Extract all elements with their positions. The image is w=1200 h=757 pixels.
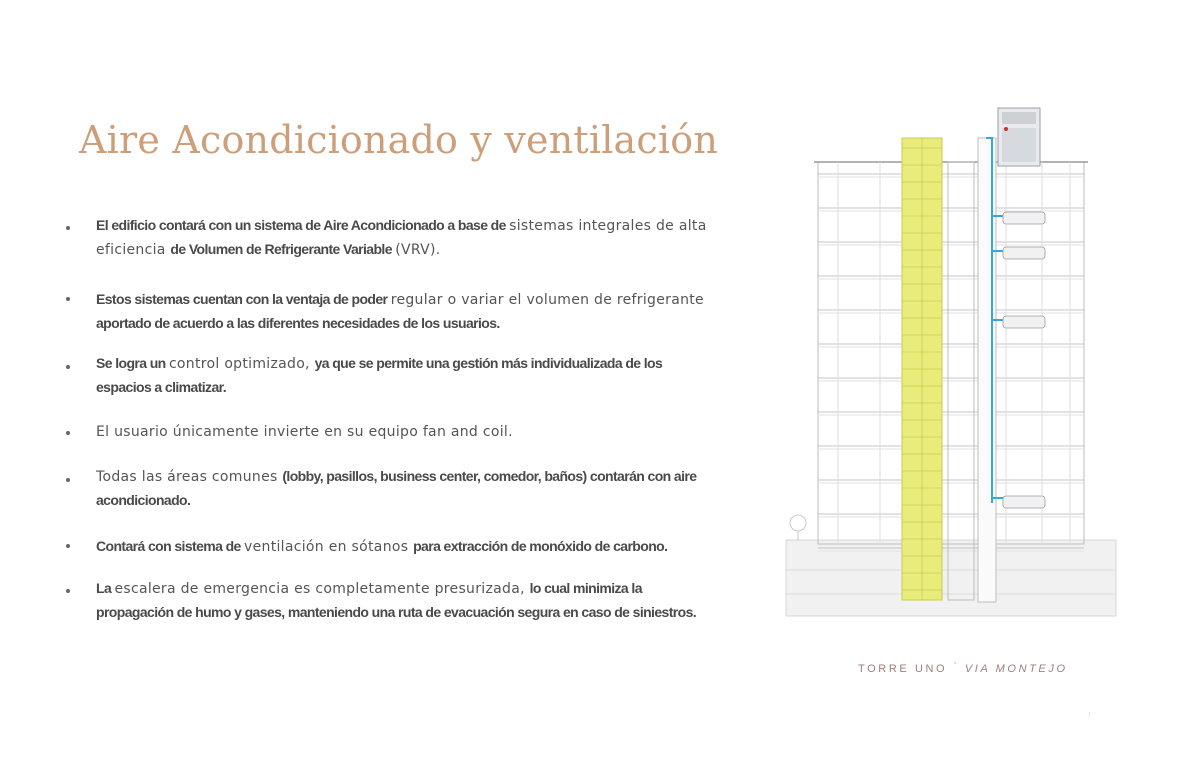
bullet-segment: Contará con sistema de xyxy=(96,538,245,554)
footer-development: VIA MONTEJO xyxy=(964,663,1068,675)
bullet-dot-icon xyxy=(66,478,70,482)
bullet-text xyxy=(96,214,716,262)
bullet-segment: para extracción de monóxido de carbono. xyxy=(413,538,668,554)
bullet-text xyxy=(96,421,716,444)
building-section-diagram xyxy=(780,100,1120,620)
bullet-segment: Todas las áreas comunes xyxy=(96,469,283,485)
bullet-segment: ventilación en sótanos xyxy=(244,539,414,555)
bullet-segment: El edificio contará con un sistema de Aire Acondicionado a base de xyxy=(96,217,510,233)
footer-separator: · xyxy=(953,657,957,669)
floor-slabs xyxy=(818,174,1084,551)
bullet-segment: regular o variar el volumen de refrigerante xyxy=(390,292,704,308)
bullet-segment: Estos sistemas cuentan con la ventaja de poder xyxy=(96,291,391,307)
vrv-condenser-unit xyxy=(998,108,1040,166)
fan-coil-unit xyxy=(1003,316,1045,328)
bullet-segment: El usuario únicamente invierte en su equipo fan and coil. xyxy=(96,424,513,440)
fan-coil-unit xyxy=(1003,212,1045,224)
bullet-dot-icon xyxy=(66,365,70,369)
bullet-dot-icon xyxy=(66,431,70,435)
bullet-segment: ya que se permite una gestión más individualizada de los espacios a climatizar. xyxy=(96,355,663,395)
bullet-dot-icon xyxy=(66,589,70,593)
bullet-dot-icon xyxy=(66,544,70,548)
footer-caption xyxy=(858,657,1068,675)
bullet-dot-icon xyxy=(66,226,70,230)
bullet-text xyxy=(96,535,716,559)
bullet-segment: escalera de emergencia es completamente presurizada, xyxy=(114,581,530,597)
bullet-dot-icon xyxy=(66,297,70,301)
page-title: Aire Acondicionado y ventilación xyxy=(79,118,719,162)
condenser-coil xyxy=(1002,128,1036,162)
brand-logo-icon xyxy=(1004,127,1008,131)
bullet-segment: sistemas integrales de alta eficiencia xyxy=(96,218,707,258)
footer-project: TORRE UNO xyxy=(858,663,948,675)
bullet-text xyxy=(96,352,716,400)
page-mark xyxy=(1089,712,1090,717)
tree-icon xyxy=(790,515,806,531)
duct-shaft xyxy=(978,138,996,602)
condenser-fan-grille xyxy=(1002,112,1036,124)
bullet-text xyxy=(96,577,716,625)
bullet-segment: aportado de acuerdo a las diferentes necesidades de los usuarios. xyxy=(96,315,500,331)
bullet-segment: (VRV). xyxy=(395,242,441,258)
bullet-segment: Se logra un xyxy=(96,355,169,371)
bullet-segment: La xyxy=(96,580,115,596)
bullet-segment: control optimizado, xyxy=(168,356,315,372)
bullet-segment: lo cual minimiza la propagación de humo y gases, manteniendo una ruta de evacuación segura en caso de siniestros. xyxy=(96,580,697,620)
fan-coil-unit xyxy=(1003,496,1045,508)
fan-coil-unit xyxy=(1003,247,1045,259)
bullet-segment: de Volumen de Refrigerante Variable xyxy=(170,241,396,257)
bullet-segment: (lobby, pasillos, business center, comedor, baños) contarán con aire acondicionado. xyxy=(96,468,697,508)
bullet-text xyxy=(96,288,716,336)
bullet-text xyxy=(96,465,716,513)
